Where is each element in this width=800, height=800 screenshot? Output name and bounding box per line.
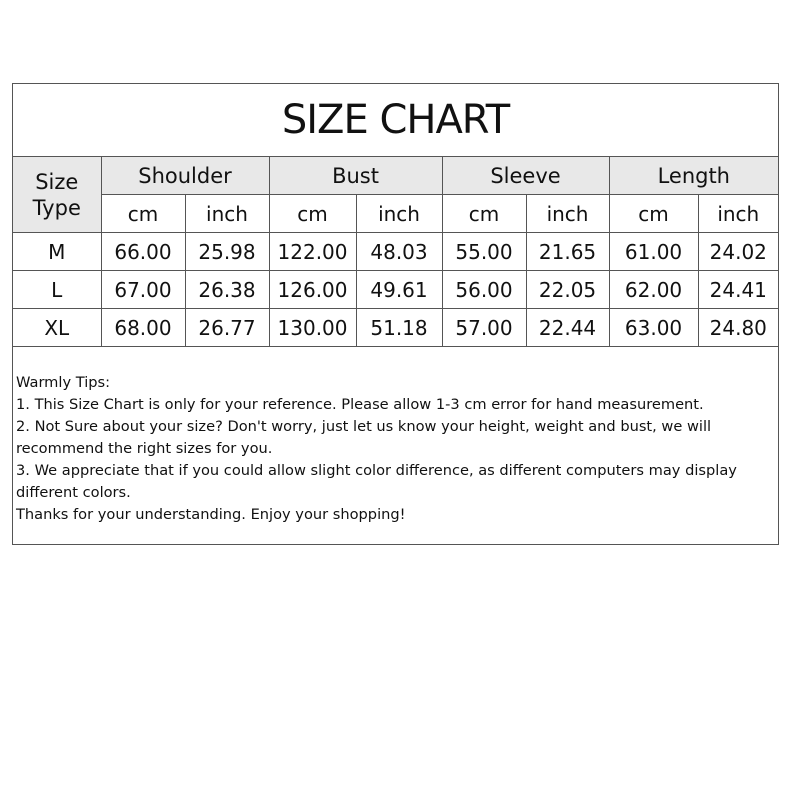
unit-header: inch [185, 195, 269, 233]
value-cell: 61.00 [609, 233, 698, 271]
value-cell: 21.65 [526, 233, 609, 271]
value-cell: 56.00 [442, 271, 526, 309]
unit-header: cm [442, 195, 526, 233]
value-cell: 26.77 [185, 309, 269, 347]
value-cell: 68.00 [101, 309, 185, 347]
unit-header: inch [356, 195, 442, 233]
value-cell: 62.00 [609, 271, 698, 309]
size-chart-sheet [12, 83, 779, 545]
size-cell: L [13, 271, 101, 309]
tip-line: 2. Not Sure about your size? Don't worry, just let us know your height, weight and bust, we will recommend the right sizes for you. [16, 418, 716, 457]
unit-header: inch [698, 195, 778, 233]
table-row [13, 271, 778, 309]
group-header-shoulder: Shoulder [101, 157, 269, 195]
size-type-header [13, 157, 101, 233]
unit-header: inch [526, 195, 609, 233]
table-header-row [13, 157, 778, 195]
value-cell: 48.03 [356, 233, 442, 271]
value-cell: 130.00 [269, 309, 356, 347]
group-header-sleeve: Sleeve [442, 157, 609, 195]
value-cell: 22.05 [526, 271, 609, 309]
unit-header: cm [609, 195, 698, 233]
table-row [13, 233, 778, 271]
value-cell: 67.00 [101, 271, 185, 309]
value-cell: 66.00 [101, 233, 185, 271]
chart-title: SIZE CHART [13, 84, 778, 157]
table-unit-row [13, 195, 778, 233]
table-row [13, 309, 778, 347]
size-cell: XL [13, 309, 101, 347]
tip-line: Thanks for your understanding. Enjoy your shopping! [16, 506, 406, 523]
value-cell: 122.00 [269, 233, 356, 271]
value-cell: 24.02 [698, 233, 778, 271]
tips-section [16, 372, 774, 526]
group-header-length: Length [609, 157, 778, 195]
value-cell: 24.80 [698, 309, 778, 347]
unit-header: cm [101, 195, 185, 233]
size-table [13, 157, 778, 347]
value-cell: 126.00 [269, 271, 356, 309]
value-cell: 26.38 [185, 271, 269, 309]
value-cell: 25.98 [185, 233, 269, 271]
value-cell: 24.41 [698, 271, 778, 309]
unit-header: cm [269, 195, 356, 233]
size-type-label: Size Type [32, 169, 81, 220]
tip-line: 1. This Size Chart is only for your reference. Please allow 1-3 cm error for hand measurement. [16, 396, 704, 413]
value-cell: 49.61 [356, 271, 442, 309]
value-cell: 63.00 [609, 309, 698, 347]
tips-heading: Warmly Tips: [16, 374, 111, 391]
group-header-bust: Bust [269, 157, 442, 195]
value-cell: 57.00 [442, 309, 526, 347]
value-cell: 51.18 [356, 309, 442, 347]
size-cell: M [13, 233, 101, 271]
tip-line: 3. We appreciate that if you could allow slight color difference, as different computers may display different colors. [16, 462, 742, 501]
value-cell: 55.00 [442, 233, 526, 271]
value-cell: 22.44 [526, 309, 609, 347]
